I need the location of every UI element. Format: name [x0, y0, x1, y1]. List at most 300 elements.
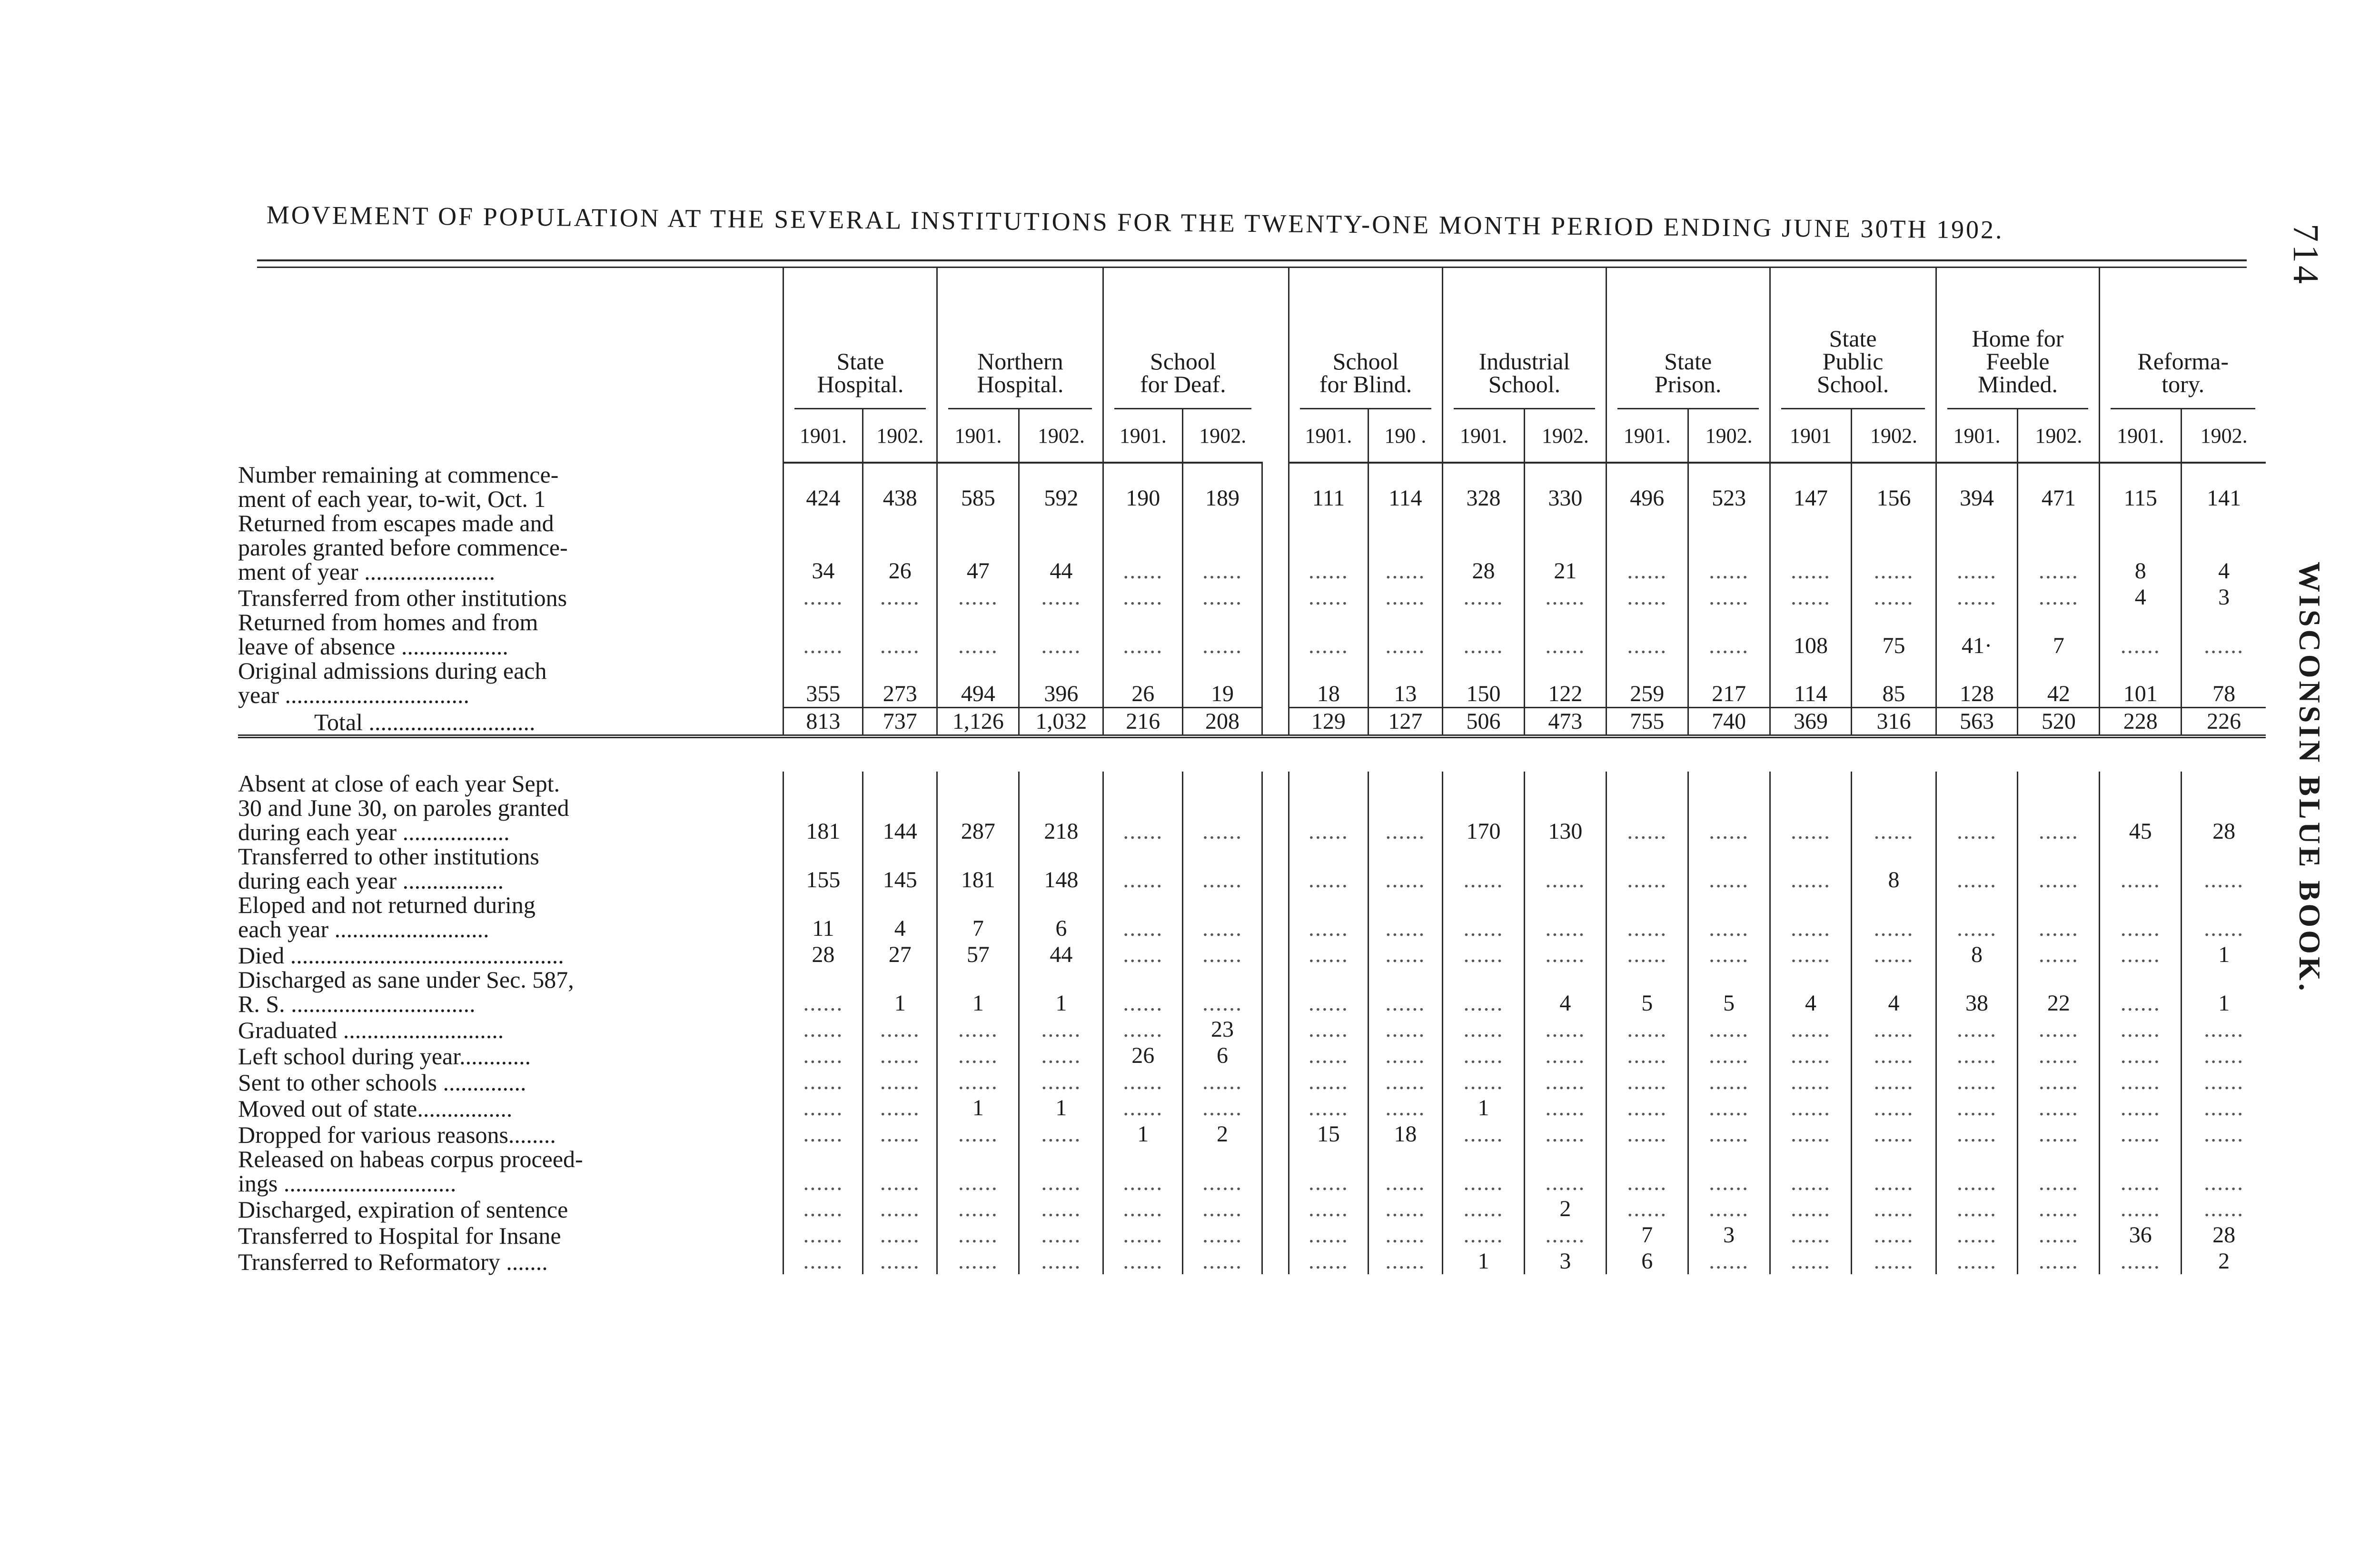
value-cell: 396	[1019, 659, 1103, 707]
value-cell: 273	[863, 659, 937, 707]
value-cell: ......	[1688, 1042, 1770, 1069]
value-cell: 1	[1019, 968, 1103, 1016]
value-cell: ......	[1183, 1095, 1262, 1121]
value-cell: ......	[2100, 968, 2182, 1016]
value-cell: 3	[1524, 1248, 1606, 1274]
table-row	[238, 610, 2266, 659]
value-cell: ......	[2182, 1042, 2266, 1069]
table-row	[238, 1069, 2266, 1095]
value-cell: ......	[1770, 1222, 1852, 1248]
section-gap	[238, 736, 2266, 772]
table-body	[238, 463, 2266, 1274]
institution-name: School for Blind.	[1300, 350, 1431, 409]
table-row	[238, 659, 2266, 707]
value-cell: ......	[1103, 844, 1183, 893]
value-cell: ......	[1443, 610, 1525, 659]
value-cell: ......	[1368, 772, 1442, 844]
row-label: Total ............................	[238, 707, 783, 736]
value-cell: ......	[1289, 1095, 1368, 1121]
value-cell: ......	[1443, 1222, 1525, 1248]
value-cell: 4	[1770, 968, 1852, 1016]
value-cell: 4	[863, 893, 937, 941]
value-cell: 42	[2018, 659, 2100, 707]
value-cell: ......	[2018, 511, 2100, 584]
institution-header-row	[238, 267, 2266, 409]
institution-name: Industrial School.	[1454, 350, 1595, 409]
table-row	[238, 772, 2266, 844]
value-cell: ......	[783, 1095, 863, 1121]
value-cell: 26	[1103, 1042, 1183, 1069]
value-cell: 23	[1183, 1016, 1262, 1042]
value-cell: 189	[1183, 463, 1262, 511]
value-cell: 127	[1368, 707, 1442, 736]
value-cell: 18	[1289, 659, 1368, 707]
value-cell: ......	[1688, 1016, 1770, 1042]
value-cell: ......	[2182, 844, 2266, 893]
institution-name: State Prison.	[1617, 350, 1759, 409]
value-cell: ......	[1606, 610, 1688, 659]
value-cell: ......	[1936, 1069, 2018, 1095]
gap-cell	[1262, 772, 1289, 844]
page-title: MOVEMENT OF POPULATION AT THE SEVERAL INSTITUTIONS FOR THE TWENTY-ONE MONTH PERIOD ENDING JUNE 30TH 1902.	[266, 200, 2004, 244]
row-label: Transferred from other institutions	[238, 585, 567, 611]
row-label: Moved out of state................	[238, 1095, 513, 1122]
value-cell: ......	[1524, 584, 1606, 610]
value-cell: ......	[1183, 1196, 1262, 1222]
gap-cell	[1262, 584, 1289, 610]
row-label: Transferred to Hospital for Insane	[238, 1222, 561, 1249]
value-cell: ......	[863, 1042, 937, 1069]
value-cell: ......	[1852, 1095, 1936, 1121]
value-cell: ......	[2182, 1147, 2266, 1196]
row-label: Died ..............................................	[238, 941, 564, 969]
value-cell: 1	[1103, 1121, 1183, 1147]
value-cell: ......	[1443, 1147, 1525, 1196]
value-cell: 1	[937, 1095, 1019, 1121]
value-cell: 424	[783, 463, 863, 511]
value-cell: ......	[2100, 1196, 2182, 1222]
value-cell: ......	[1524, 1042, 1606, 1069]
institution-header	[1289, 267, 1443, 409]
value-cell: ......	[2018, 1016, 2100, 1042]
header-label-corner	[238, 267, 783, 463]
year-header: 1901	[1770, 409, 1852, 463]
value-cell: 114	[1770, 659, 1852, 707]
value-cell: 1	[1443, 1248, 1525, 1274]
value-cell: ......	[1103, 584, 1183, 610]
value-cell: ......	[863, 610, 937, 659]
value-cell: ......	[1688, 772, 1770, 844]
value-cell: ......	[1019, 1042, 1103, 1069]
value-cell: ......	[1770, 772, 1852, 844]
value-cell: ......	[1688, 1095, 1770, 1121]
value-cell: ......	[1103, 1196, 1183, 1222]
value-cell: ......	[2100, 1248, 2182, 1274]
value-cell: 36	[2100, 1222, 2182, 1248]
value-cell: ......	[1103, 968, 1183, 1016]
value-cell: ......	[1103, 893, 1183, 941]
value-cell: ......	[1524, 941, 1606, 968]
table-row	[238, 1095, 2266, 1121]
value-cell: ......	[1606, 941, 1688, 968]
value-cell: ......	[1183, 511, 1262, 584]
value-cell: 494	[937, 659, 1019, 707]
value-cell: ......	[2100, 610, 2182, 659]
value-cell: ......	[1368, 1042, 1442, 1069]
year-header: 1902.	[1524, 409, 1606, 463]
value-cell: ......	[1289, 968, 1368, 1016]
value-cell: ......	[1289, 1016, 1368, 1042]
value-cell: 394	[1936, 463, 2018, 511]
institution-header	[937, 267, 1103, 409]
table-row	[238, 1147, 2266, 1196]
value-cell: ......	[2018, 1222, 2100, 1248]
value-cell: ......	[1019, 1121, 1103, 1147]
value-cell: ......	[1103, 1222, 1183, 1248]
value-cell: ......	[1289, 1042, 1368, 1069]
value-cell: ......	[1368, 893, 1442, 941]
value-cell: 737	[863, 707, 937, 736]
value-cell: ......	[783, 584, 863, 610]
value-cell: ......	[1443, 1042, 1525, 1069]
institution-name: State Public School.	[1781, 327, 1925, 409]
value-cell: ......	[1770, 941, 1852, 968]
value-cell: 108	[1770, 610, 1852, 659]
value-cell: 6	[1606, 1248, 1688, 1274]
row-label: Eloped and not returned during each year ..........................	[238, 891, 536, 942]
gap-cell	[1262, 1095, 1289, 1121]
value-cell: ......	[937, 1042, 1019, 1069]
value-cell: 128	[1936, 659, 2018, 707]
value-cell: 41·	[1936, 610, 2018, 659]
value-cell: ......	[1852, 941, 1936, 968]
value-cell: 287	[937, 772, 1019, 844]
row-label: Transferred to other institutions during each year .................	[238, 842, 539, 894]
table-row	[238, 584, 2266, 610]
value-cell: 115	[2100, 463, 2182, 511]
value-cell: ......	[1852, 1121, 1936, 1147]
value-cell: ......	[1443, 1016, 1525, 1042]
value-cell: 208	[1183, 707, 1262, 736]
value-cell: ......	[863, 584, 937, 610]
value-cell: 1	[1019, 1095, 1103, 1121]
value-cell: ......	[1019, 584, 1103, 610]
year-header: 1901.	[783, 409, 863, 463]
value-cell: 2	[2182, 1248, 2266, 1274]
row-label: Graduated ...........................	[238, 1016, 504, 1043]
value-cell: ......	[2100, 844, 2182, 893]
year-header: 1902.	[1183, 409, 1262, 463]
value-cell: ......	[1183, 1222, 1262, 1248]
value-cell: ......	[2018, 1196, 2100, 1222]
value-cell: ......	[863, 1222, 937, 1248]
value-cell: 520	[2018, 707, 2100, 736]
value-cell: ......	[1770, 893, 1852, 941]
value-cell: ......	[2018, 1042, 2100, 1069]
value-cell: ......	[937, 1196, 1019, 1222]
value-cell: ......	[1606, 1016, 1688, 1042]
value-cell: 28	[2182, 772, 2266, 844]
value-cell: ......	[2182, 1069, 2266, 1095]
value-cell: ......	[1770, 1196, 1852, 1222]
value-cell: ......	[937, 584, 1019, 610]
value-cell: ......	[1103, 772, 1183, 844]
institution-name: Home for Feeble Minded.	[1947, 327, 2089, 409]
institution-name: State Hospital.	[794, 350, 926, 409]
value-cell: 26	[863, 511, 937, 584]
value-cell: ......	[1524, 1095, 1606, 1121]
value-cell: ......	[783, 1121, 863, 1147]
value-cell: 44	[1019, 511, 1103, 584]
table-row	[238, 941, 2266, 968]
value-cell: ......	[2100, 1069, 2182, 1095]
value-cell: ......	[863, 1016, 937, 1042]
value-cell: 755	[1606, 707, 1688, 736]
value-cell: ......	[1852, 1248, 1936, 1274]
value-cell: 122	[1524, 659, 1606, 707]
value-cell: ......	[2018, 1069, 2100, 1095]
value-cell: ......	[1443, 941, 1525, 968]
row-label: Sent to other schools ..............	[238, 1069, 526, 1096]
value-cell: 5	[1606, 968, 1688, 1016]
value-cell: 181	[783, 772, 863, 844]
gap-cell	[1262, 511, 1289, 584]
value-cell: 28	[1443, 511, 1525, 584]
value-cell: ......	[2018, 584, 2100, 610]
value-cell: ......	[1019, 1147, 1103, 1196]
value-cell: ......	[1852, 1042, 1936, 1069]
value-cell: ......	[1019, 1016, 1103, 1042]
value-cell: 34	[783, 511, 863, 584]
value-cell: ......	[2100, 1042, 2182, 1069]
value-cell: ......	[783, 1069, 863, 1095]
value-cell: ......	[1852, 1069, 1936, 1095]
value-cell: 85	[1852, 659, 1936, 707]
value-cell: 101	[2100, 659, 2182, 707]
value-cell: ......	[1368, 1222, 1442, 1248]
value-cell: ......	[783, 1147, 863, 1196]
gap-cell	[1262, 1147, 1289, 1196]
value-cell: ......	[1183, 772, 1262, 844]
institution-header	[783, 267, 937, 409]
table-row	[238, 1016, 2266, 1042]
value-cell: 111	[1289, 463, 1368, 511]
value-cell: ......	[1688, 941, 1770, 968]
value-cell: 328	[1443, 463, 1525, 511]
value-cell: ......	[2100, 941, 2182, 968]
value-cell: 129	[1289, 707, 1368, 736]
value-cell: 28	[2182, 1222, 2266, 1248]
value-cell: ......	[1524, 1121, 1606, 1147]
value-cell: ......	[1688, 511, 1770, 584]
value-cell: ......	[1852, 1016, 1936, 1042]
gap-cell	[1262, 1121, 1289, 1147]
value-cell: 496	[1606, 463, 1688, 511]
value-cell: ......	[1019, 1248, 1103, 1274]
value-cell: 228	[2100, 707, 2182, 736]
value-cell: ......	[2018, 893, 2100, 941]
value-cell: ......	[2100, 1147, 2182, 1196]
header-gap	[1262, 267, 1289, 463]
section-gap-cell	[238, 736, 2266, 772]
institution-header	[1443, 267, 1606, 409]
value-cell: 141	[2182, 463, 2266, 511]
year-header: 1901.	[1289, 409, 1368, 463]
value-cell: ......	[1103, 610, 1183, 659]
value-cell: ......	[1524, 1147, 1606, 1196]
value-cell: ......	[1019, 1069, 1103, 1095]
table-row	[238, 968, 2266, 1016]
value-cell: ......	[1936, 1196, 2018, 1222]
value-cell: 217	[1688, 659, 1770, 707]
value-cell: ......	[1443, 844, 1525, 893]
value-cell: ......	[1289, 1147, 1368, 1196]
value-cell: ......	[1936, 1248, 2018, 1274]
value-cell: ......	[1289, 584, 1368, 610]
running-head: WISCONSIN BLUE BOOK.	[2293, 562, 2327, 994]
value-cell: 438	[863, 463, 937, 511]
year-header: 1902.	[1688, 409, 1770, 463]
value-cell: ......	[1289, 844, 1368, 893]
value-cell: ......	[1770, 844, 1852, 893]
value-cell: ......	[1524, 1016, 1606, 1042]
value-cell: ......	[1289, 1069, 1368, 1095]
value-cell: ......	[1368, 584, 1442, 610]
value-cell: ......	[1688, 1069, 1770, 1095]
value-cell: 8	[1852, 844, 1936, 893]
title-rule-top	[257, 259, 2247, 261]
gap-cell	[1262, 1222, 1289, 1248]
value-cell: 11	[783, 893, 863, 941]
value-cell: ......	[1606, 511, 1688, 584]
value-cell: 216	[1103, 707, 1183, 736]
value-cell: 13	[1368, 659, 1442, 707]
row-label: Discharged, expiration of sentence	[238, 1196, 568, 1223]
value-cell: 1,126	[937, 707, 1019, 736]
value-cell: ......	[863, 1196, 937, 1222]
row-label: Returned from homes and from leave of absence ..................	[238, 609, 538, 660]
value-cell: 147	[1770, 463, 1852, 511]
value-cell: ......	[937, 1147, 1019, 1196]
value-cell: ......	[1183, 610, 1262, 659]
value-cell: ......	[1368, 1069, 1442, 1095]
value-cell: ......	[937, 1222, 1019, 1248]
value-cell: ......	[1936, 1147, 2018, 1196]
value-cell: ......	[2018, 1248, 2100, 1274]
value-cell: ......	[1852, 584, 1936, 610]
value-cell: ......	[1368, 968, 1442, 1016]
value-cell: ......	[1443, 1121, 1525, 1147]
value-cell: 740	[1688, 707, 1770, 736]
value-cell: 114	[1368, 463, 1442, 511]
year-header: 1901.	[1606, 409, 1688, 463]
table-row	[238, 1222, 2266, 1248]
value-cell: 150	[1443, 659, 1525, 707]
value-cell: 563	[1936, 707, 2018, 736]
value-cell: ......	[2018, 1147, 2100, 1196]
value-cell: ......	[1183, 1147, 1262, 1196]
table-row	[238, 844, 2266, 893]
value-cell: ......	[1770, 511, 1852, 584]
value-cell: ......	[1770, 1248, 1852, 1274]
gap-cell	[1262, 893, 1289, 941]
value-cell: ......	[1019, 610, 1103, 659]
value-cell: ......	[783, 1196, 863, 1222]
value-cell: 355	[783, 659, 863, 707]
row-label: Transferred to Reformatory .......	[238, 1248, 548, 1275]
value-cell: ......	[1368, 844, 1442, 893]
value-cell: ......	[2182, 1196, 2266, 1222]
value-cell: ......	[1606, 1069, 1688, 1095]
value-cell: ......	[1852, 1147, 1936, 1196]
gap-cell	[1262, 610, 1289, 659]
value-cell: 21	[1524, 511, 1606, 584]
value-cell: ......	[1770, 1121, 1852, 1147]
row-label: Returned from escapes made and paroles granted before commence- ment of year ......................	[238, 510, 568, 585]
value-cell: ......	[2018, 844, 2100, 893]
value-cell: ......	[1688, 1121, 1770, 1147]
value-cell: ......	[1770, 1069, 1852, 1095]
value-cell: 148	[1019, 844, 1103, 893]
value-cell: ......	[1289, 941, 1368, 968]
value-cell: ......	[1606, 1196, 1688, 1222]
value-cell: ......	[1368, 1248, 1442, 1274]
value-cell: ......	[1606, 844, 1688, 893]
value-cell: 6	[1183, 1042, 1262, 1069]
value-cell: 2	[1524, 1196, 1606, 1222]
value-cell: ......	[1770, 1147, 1852, 1196]
value-cell: ......	[1524, 893, 1606, 941]
value-cell: 471	[2018, 463, 2100, 511]
value-cell: 181	[937, 844, 1019, 893]
value-cell: ......	[1103, 1016, 1183, 1042]
value-cell: ......	[783, 1248, 863, 1274]
value-cell: ......	[2018, 772, 2100, 844]
value-cell: 1	[1443, 1095, 1525, 1121]
gap-cell	[1262, 707, 1289, 736]
gap-cell	[1262, 941, 1289, 968]
value-cell: 19	[1183, 659, 1262, 707]
year-header: 190 .	[1368, 409, 1442, 463]
row-label: Original admissions during each year ...............................	[238, 657, 547, 708]
value-cell: ......	[1183, 1069, 1262, 1095]
value-cell: ......	[1103, 941, 1183, 968]
value-cell: ......	[863, 1147, 937, 1196]
value-cell: ......	[1443, 893, 1525, 941]
value-cell: ......	[1852, 1196, 1936, 1222]
gap-cell	[1262, 463, 1289, 511]
value-cell: ......	[1183, 893, 1262, 941]
value-cell: 44	[1019, 941, 1103, 968]
value-cell: ......	[1368, 511, 1442, 584]
value-cell: 5	[1688, 968, 1770, 1016]
value-cell: ......	[937, 1121, 1019, 1147]
value-cell: 8	[1936, 941, 2018, 968]
value-cell: ......	[1606, 584, 1688, 610]
table-row	[238, 1042, 2266, 1069]
value-cell: ......	[1368, 610, 1442, 659]
value-cell: 78	[2182, 659, 2266, 707]
value-cell: ......	[2100, 1016, 2182, 1042]
value-cell: ......	[1936, 584, 2018, 610]
value-cell: ......	[1770, 584, 1852, 610]
value-cell: ......	[1936, 511, 2018, 584]
value-cell: ......	[1289, 772, 1368, 844]
value-cell: ......	[1368, 1147, 1442, 1196]
year-header: 1902.	[2182, 409, 2266, 463]
value-cell: 4	[2182, 511, 2266, 584]
value-cell: 45	[2100, 772, 2182, 844]
